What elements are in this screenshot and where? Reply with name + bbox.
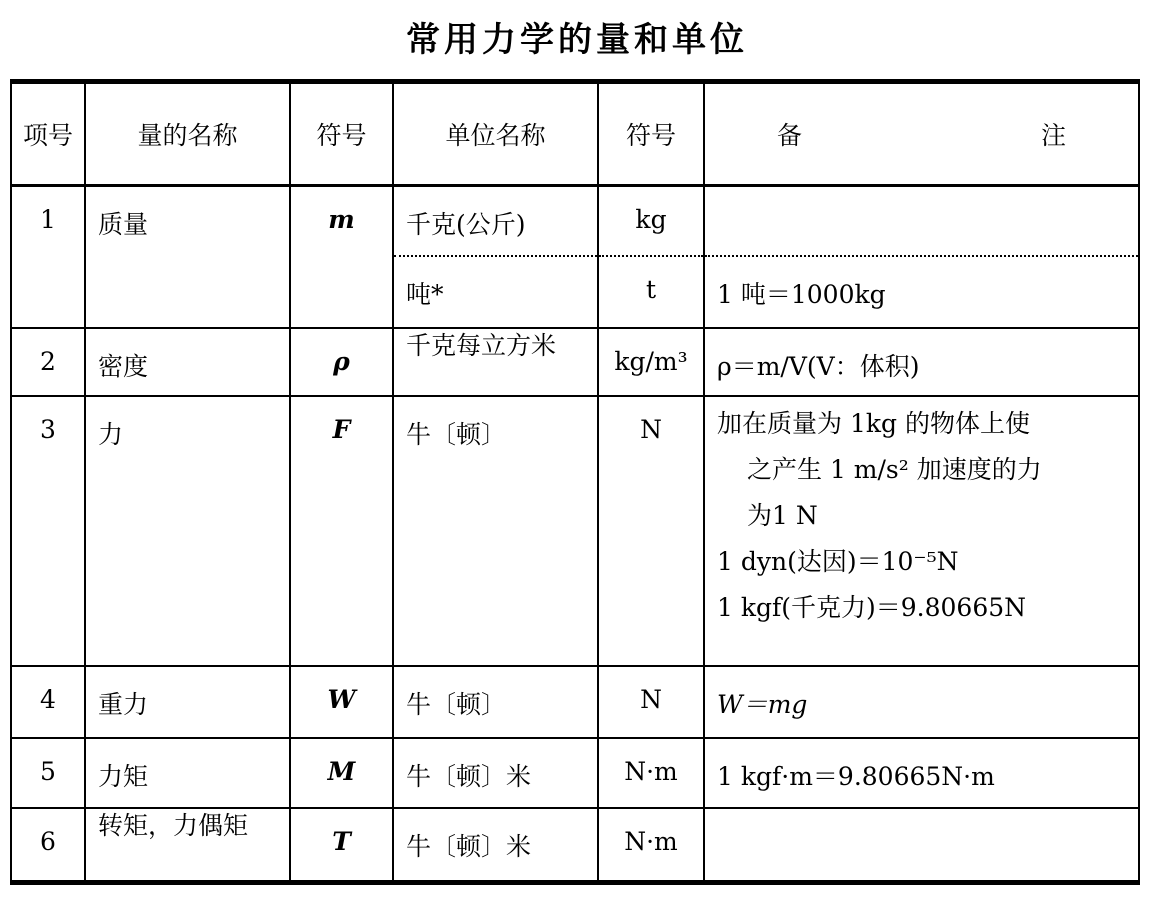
row-unit-symbol: N·m bbox=[598, 738, 704, 808]
row-quantity: 力矩 bbox=[85, 738, 290, 808]
note-line: 1 kgf(千克力)＝9.80665N bbox=[717, 593, 1027, 622]
table-row bbox=[11, 328, 1139, 396]
row-note: ρ＝m/V(V：体积) bbox=[704, 328, 1139, 396]
row-note: 1 吨＝1000kg bbox=[704, 256, 1139, 328]
note-line: 之产生 1 m/s² 加速度的力 bbox=[747, 455, 1042, 484]
row-quantity: 质量 bbox=[85, 186, 290, 329]
row-quantity: 力 bbox=[85, 396, 290, 666]
row-unit-name: 牛〔顿〕 bbox=[393, 396, 598, 666]
row-index: 2 bbox=[11, 328, 85, 396]
row-unit-symbol: N bbox=[598, 666, 704, 738]
note-line: 为1 N bbox=[747, 501, 818, 530]
row-index: 4 bbox=[11, 666, 85, 738]
header-row bbox=[11, 82, 1139, 186]
row-quantity: 密度 bbox=[85, 328, 290, 396]
row-symbol: W bbox=[290, 666, 393, 738]
row-unit-name: 千克(公斤) bbox=[393, 186, 598, 257]
table-row bbox=[11, 808, 1139, 883]
row-unit-name: 牛〔顿〕 bbox=[393, 666, 598, 738]
row-quantity: 转矩，力偶矩 bbox=[85, 808, 290, 883]
row-unit-symbol: t bbox=[598, 256, 704, 328]
row-unit-symbol: N·m bbox=[598, 808, 704, 883]
header-index: 项号 bbox=[11, 82, 85, 186]
row-unit-name: 千克每立方米 bbox=[393, 328, 598, 396]
table-row bbox=[11, 738, 1139, 808]
row-unit-name: 牛〔顿〕米 bbox=[393, 808, 598, 883]
row-symbol: T bbox=[290, 808, 393, 883]
table-row bbox=[11, 666, 1139, 738]
row-unit-name: 牛〔顿〕米 bbox=[393, 738, 598, 808]
row-index: 6 bbox=[11, 808, 85, 883]
header-note-a: 备 bbox=[777, 121, 803, 150]
row-note bbox=[704, 186, 1139, 257]
page-title: 常用力学的量和单位 bbox=[406, 20, 748, 60]
row-unit-symbol: N bbox=[598, 396, 704, 666]
row-symbol: M bbox=[290, 738, 393, 808]
header-unit-name: 单位名称 bbox=[393, 82, 598, 186]
header-quantity: 量的名称 bbox=[85, 82, 290, 186]
row-index: 3 bbox=[11, 396, 85, 666]
row-quantity: 重力 bbox=[85, 666, 290, 738]
header-symbol: 符号 bbox=[290, 82, 393, 186]
row-note bbox=[704, 808, 1139, 883]
row-index: 1 bbox=[11, 186, 85, 329]
row-unit-symbol: kg/m³ bbox=[598, 328, 704, 396]
row-note bbox=[704, 396, 1139, 666]
header-note-b: 注 bbox=[1040, 121, 1066, 150]
header-note bbox=[704, 82, 1139, 186]
note-line: 1 dyn(达因)＝10⁻⁵N bbox=[717, 547, 959, 576]
row-note: 1 kgf·m＝9.80665N·m bbox=[704, 738, 1139, 808]
mechanics-units-table bbox=[10, 79, 1140, 885]
note-line: 加在质量为 1kg 的物体上使 bbox=[717, 409, 1030, 438]
row-symbol: F bbox=[290, 396, 393, 666]
row-unit-name: 吨* bbox=[393, 256, 598, 328]
table-row bbox=[11, 396, 1139, 666]
table-row bbox=[11, 186, 1139, 257]
row-index: 5 bbox=[11, 738, 85, 808]
row-symbol: m bbox=[290, 186, 393, 329]
header-unit-symbol: 符号 bbox=[598, 82, 704, 186]
row-note: W＝mg bbox=[704, 666, 1139, 738]
row-symbol: ρ bbox=[290, 328, 393, 396]
row-unit-symbol: kg bbox=[598, 186, 704, 257]
